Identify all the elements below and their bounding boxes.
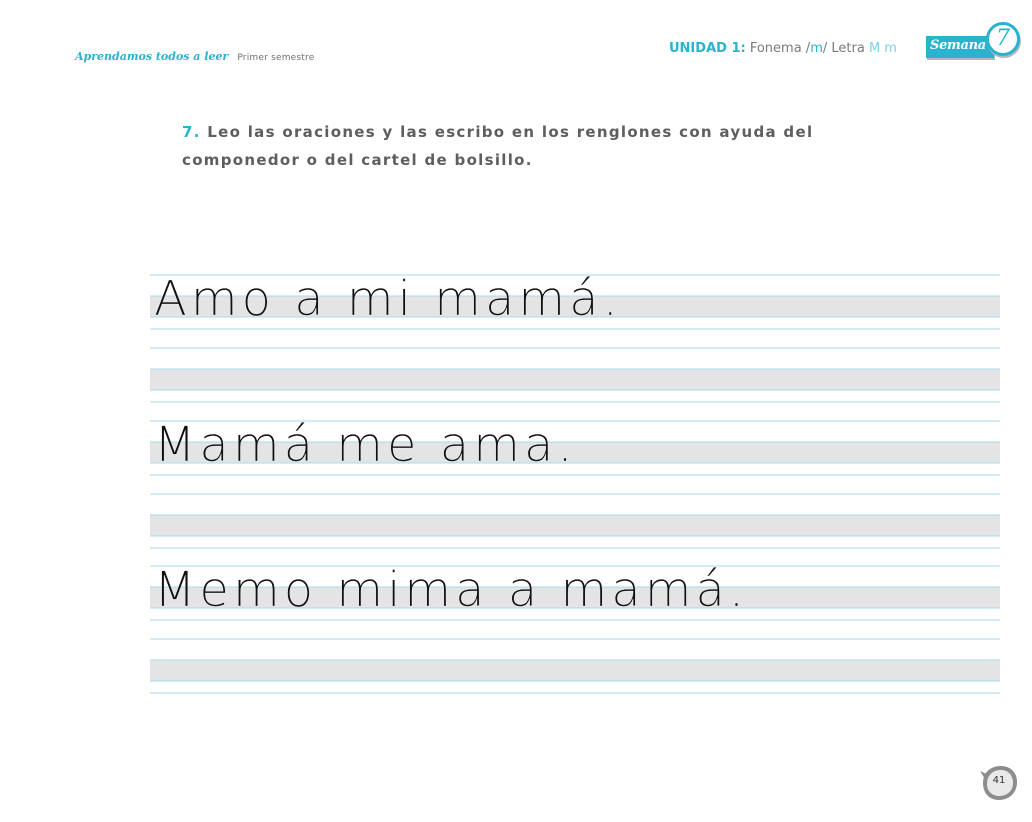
series-title: Aprendamos todos a leer <box>75 50 229 63</box>
series-subtitle: Primer semestre <box>237 53 315 63</box>
unit-label: UNIDAD 1: <box>669 41 746 56</box>
phoneme: m <box>810 41 823 56</box>
guide-block-6 <box>150 639 1000 693</box>
instruction-text: Leo las oraciones y las escribo en los renglones con ayuda del componedor o del cartel de bolsillo. <box>182 123 814 169</box>
guide-block-4 <box>150 494 1000 548</box>
phoneme-suffix: / Letra <box>822 41 869 56</box>
page-number: 41 <box>992 775 1006 786</box>
week-number: 7 <box>996 26 1010 51</box>
phoneme-prefix: Fonema / <box>749 41 811 56</box>
model-sentence-3: Memo mima a mamá. <box>154 562 749 618</box>
model-sentence-1: Amo a mi mamá. <box>154 271 622 327</box>
page-number-badge <box>977 763 1021 803</box>
exercise-number: 7. <box>182 123 201 141</box>
model-sentence-2: Mamá me ama. <box>154 417 577 473</box>
letter: M m <box>868 41 897 56</box>
guide-block-2 <box>150 348 1000 402</box>
week-label: Semana <box>930 38 986 53</box>
